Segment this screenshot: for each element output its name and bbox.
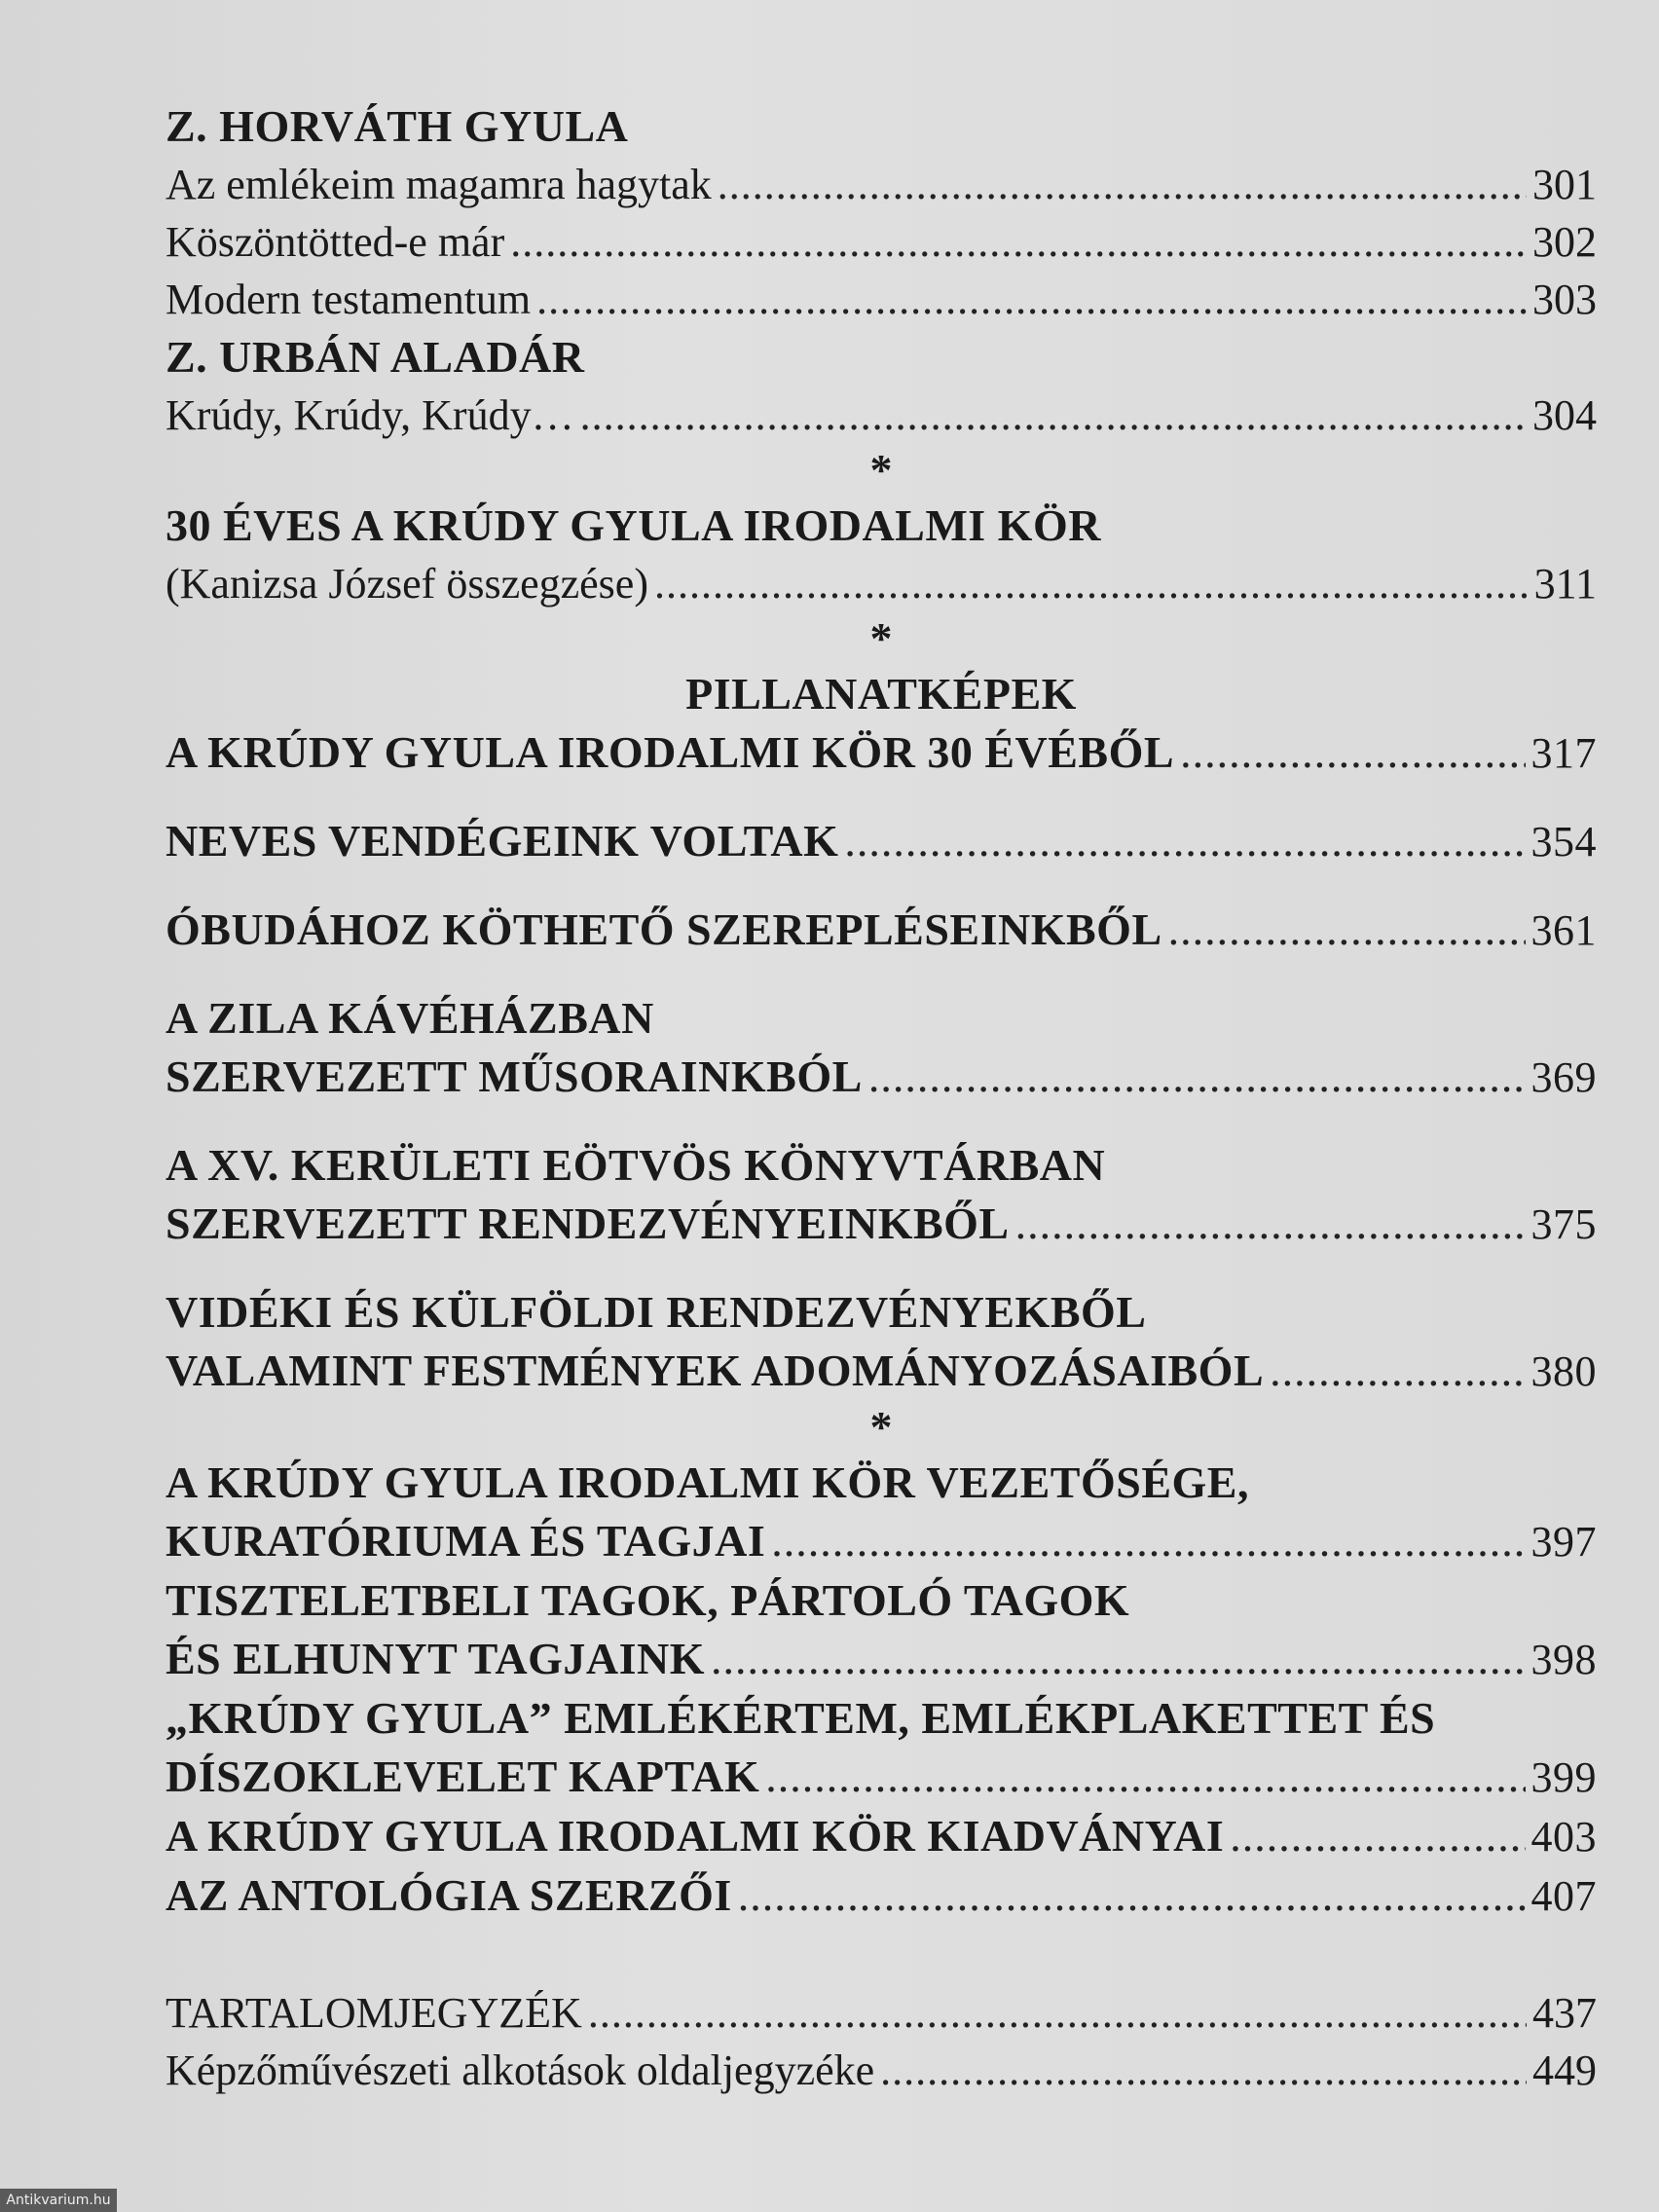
leader-dots	[588, 1984, 1527, 2042]
section-separator: *	[869, 613, 893, 663]
toc-entry[interactable]	[166, 387, 1597, 444]
section-heading: 30 ÉVES A KRÚDY GYULA IRODALMI KÖR	[166, 500, 1101, 550]
toc-entry[interactable]	[166, 1866, 1597, 1926]
toc-entry[interactable]	[166, 901, 1597, 960]
leader-dots	[868, 1048, 1526, 1106]
page-number: 407	[1530, 1872, 1597, 1920]
toc-entry[interactable]	[166, 723, 1597, 783]
entry-title: TARTALOMJEGYZÉK	[166, 1989, 582, 2037]
toc-entry[interactable]	[166, 1807, 1597, 1866]
leader-dots	[711, 1630, 1526, 1688]
entry-title: AZ ANTOLÓGIA SZERZŐI	[166, 1870, 732, 1920]
leader-dots	[738, 1866, 1526, 1925]
toc-entry[interactable]	[166, 213, 1597, 271]
toc-entry[interactable]	[166, 1342, 1597, 1401]
page-number: 369	[1530, 1053, 1597, 1101]
page-number: 375	[1530, 1200, 1597, 1248]
page-number: 403	[1530, 1813, 1597, 1861]
page-number: 354	[1530, 818, 1597, 866]
page-number: 301	[1532, 161, 1597, 208]
section-separator: *	[869, 445, 893, 495]
entry-title: A KRÚDY GYULA IRODALMI KÖR 30 ÉVÉBŐL	[166, 727, 1175, 777]
page-number: 317	[1530, 729, 1597, 777]
leader-dots	[1168, 901, 1526, 959]
leader-dots	[580, 387, 1527, 444]
toc-entry[interactable]	[166, 1512, 1597, 1571]
leader-dots	[654, 555, 1529, 612]
page-number: 399	[1530, 1753, 1597, 1801]
toc-entry[interactable]	[166, 1748, 1597, 1807]
entry-title: Köszöntötted-e már	[166, 218, 505, 266]
entry-title-line: VIDÉKI ÉS KÜLFÖLDI RENDEZVÉNYEKBŐL	[166, 1287, 1147, 1337]
leader-dots	[718, 156, 1527, 213]
leader-dots	[844, 812, 1525, 870]
toc-entry[interactable]	[166, 1984, 1597, 2042]
entry-title: Krúdy, Krúdy, Krúdy…	[166, 391, 574, 439]
leader-dots	[880, 2042, 1527, 2099]
page-number: 303	[1532, 276, 1597, 323]
section-heading: PILLANATKÉPEK	[685, 669, 1077, 719]
leader-dots	[1230, 1807, 1525, 1865]
leader-dots	[510, 213, 1527, 271]
entry-title: Az emlékeim magamra hagytak	[166, 161, 712, 208]
entry-title: ÓBUDÁHOZ KÖTHETŐ SZEREPLÉSEINKBŐL	[166, 904, 1162, 954]
entry-title-line: TISZTELETBELI TAGOK, PÁRTOLÓ TAGOK	[166, 1575, 1130, 1625]
entry-title-line: A XV. KERÜLETI EÖTVÖS KÖNYVTÁRBAN	[166, 1140, 1106, 1190]
leader-dots	[536, 271, 1527, 328]
toc-entry[interactable]	[166, 555, 1597, 612]
author-heading: Z. HORVÁTH GYULA	[166, 101, 629, 151]
section-separator: *	[869, 1402, 893, 1452]
page-number: 449	[1532, 2046, 1597, 2094]
toc-entry[interactable]	[166, 2042, 1597, 2099]
entry-title: (Kanizsa József összegzése)	[166, 560, 648, 608]
entry-title: KURATÓRIUMA ÉS TAGJAI	[166, 1516, 766, 1566]
leader-dots	[1180, 723, 1525, 782]
entry-title-line: A KRÚDY GYULA IRODALMI KÖR VEZETŐSÉGE,	[166, 1457, 1249, 1507]
leader-dots	[1015, 1195, 1526, 1253]
entry-title: Képzőművészeti alkotások oldaljegyzéke	[166, 2046, 875, 2094]
toc-entry[interactable]	[166, 1630, 1597, 1689]
author-heading: Z. URBÁN ALADÁR	[166, 332, 585, 382]
leader-dots	[1270, 1342, 1525, 1400]
toc-entry[interactable]	[166, 1195, 1597, 1254]
page-number: 304	[1532, 391, 1597, 439]
entry-title: NEVES VENDÉGEINK VOLTAK	[166, 816, 839, 866]
toc-page	[166, 97, 1597, 2099]
page-number: 361	[1530, 906, 1597, 954]
page-number: 380	[1530, 1347, 1597, 1395]
leader-dots	[771, 1512, 1525, 1570]
entry-title: Modern testamentum	[166, 276, 532, 323]
entry-title-line: A ZILA KÁVÉHÁZBAN	[166, 993, 654, 1043]
entry-title: A KRÚDY GYULA IRODALMI KÖR KIADVÁNYAI	[166, 1811, 1225, 1861]
entry-title: VALAMINT FESTMÉNYEK ADOMÁNYOZÁSAIBÓL	[166, 1346, 1265, 1395]
page-number: 311	[1533, 560, 1597, 608]
toc-entry[interactable]	[166, 156, 1597, 213]
watermark: Antikvarium.hu	[0, 2189, 117, 2212]
page-number: 437	[1532, 1989, 1597, 2037]
leader-dots	[765, 1748, 1525, 1806]
entry-title: DÍSZOKLEVELET KAPTAK	[166, 1751, 760, 1801]
entry-title: SZERVEZETT MŰSORAINKBÓL	[166, 1051, 863, 1101]
entry-title: SZERVEZETT RENDEZVÉNYEINKBŐL	[166, 1198, 1010, 1248]
page-number: 302	[1532, 218, 1597, 266]
entry-title: ÉS ELHUNYT TAGJAINK	[166, 1634, 705, 1683]
toc-entry[interactable]	[166, 1048, 1597, 1107]
toc-entry[interactable]	[166, 812, 1597, 871]
entry-title-line: „KRÚDY GYULA” EMLÉKÉRTEM, EMLÉKPLAKETTET ÉS	[166, 1693, 1436, 1743]
toc-entry[interactable]	[166, 271, 1597, 328]
page-number: 397	[1530, 1518, 1597, 1566]
page-number: 398	[1530, 1636, 1597, 1683]
